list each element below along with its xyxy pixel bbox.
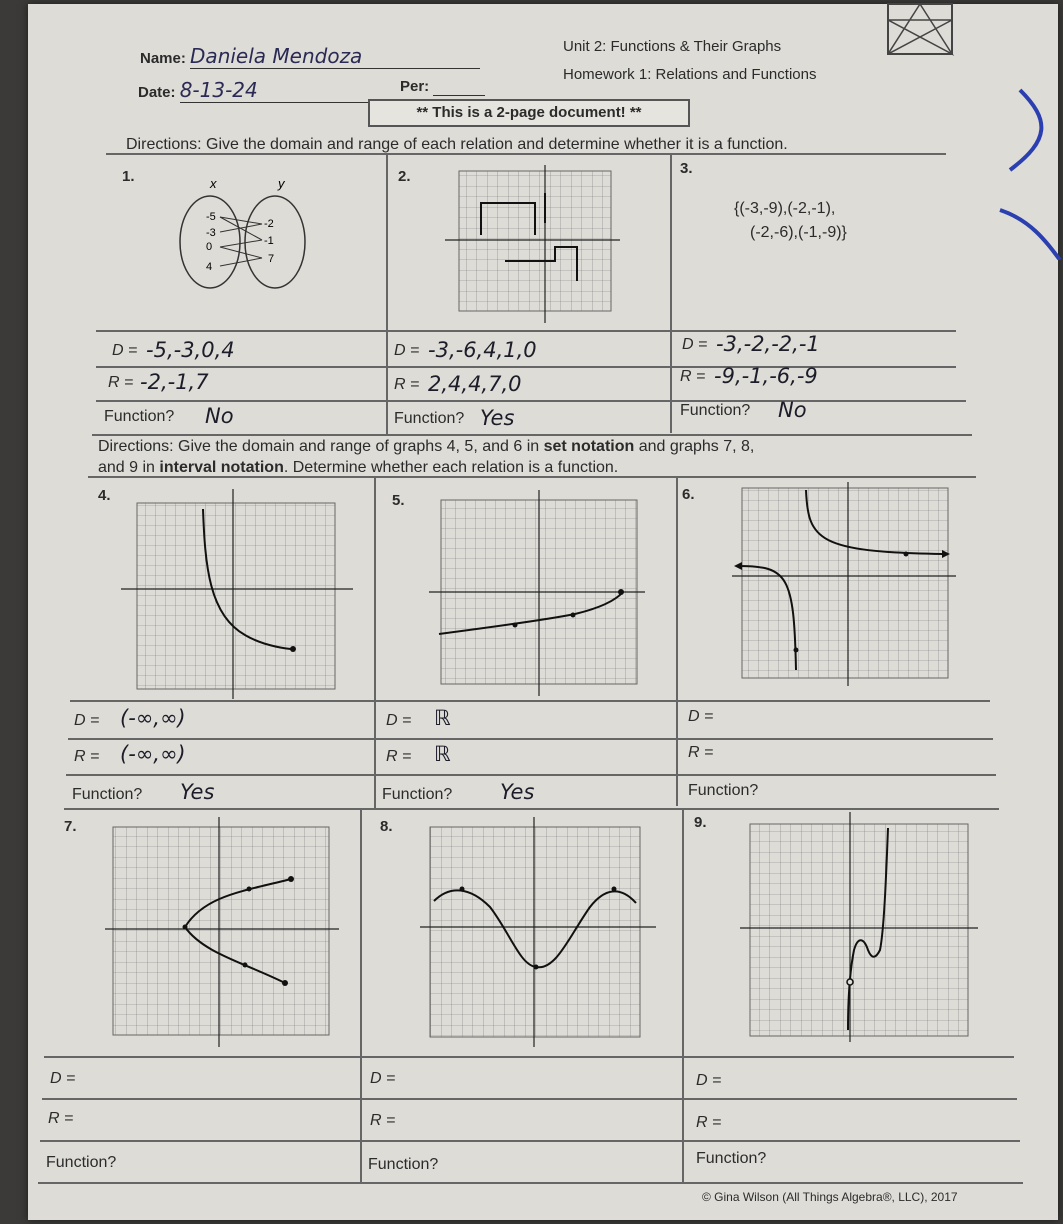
problem-5-function-answer: Yes (500, 780, 535, 804)
period-field (400, 78, 485, 96)
scribble-icon (990, 60, 1063, 260)
problem-9-graph (738, 810, 983, 1045)
problem-3-range-answer: -9,-1,-6,-9 (714, 364, 818, 388)
name-label: Name: (140, 50, 186, 67)
problem-6-graph (728, 480, 958, 690)
copyright-footer: © Gina Wilson (All Things Algebra®, LLC), 2017 (702, 1190, 958, 1204)
problem-2-function-answer: Yes (480, 406, 515, 430)
divider (38, 1182, 1023, 1184)
problem-5-range-label: R = (386, 748, 412, 765)
problem-8-range-label: R = (370, 1112, 396, 1129)
problem-3-function-label: Function? (680, 402, 751, 419)
interval-notation-emphasis: interval notation (159, 459, 284, 476)
problem-9-function-label: Function? (696, 1150, 767, 1167)
problem-2-range-answer: 2,4,4,7,0 (428, 372, 522, 396)
date-field (138, 78, 380, 103)
problem-2-range-label: R = (394, 376, 420, 393)
problem-6-range-label: R = (688, 744, 714, 761)
problem-4-function-label: Function? (72, 786, 143, 803)
directions-graphs-text: and 9 in (98, 459, 160, 476)
problem-6-domain-label: D = (688, 708, 714, 725)
problem-5-function-label: Function? (382, 786, 453, 803)
period-label: Per: (400, 78, 430, 95)
divider (96, 400, 966, 402)
problem-8-number: 8. (380, 818, 393, 835)
problem-3-range-label: R = (680, 368, 706, 385)
directions-graphs-text: . Determine whether each relation is a function. (283, 459, 619, 476)
problem-5-number: 5. (392, 492, 405, 509)
problem-4-graph (115, 485, 360, 700)
problem-4-number: 4. (98, 487, 111, 504)
divider (92, 434, 972, 436)
divider (106, 153, 946, 155)
problem-7-number: 7. (64, 818, 77, 835)
directions-relations-text: Directions: Give the domain and range of each relation and determine whether it is a function. (126, 136, 788, 153)
problem-3-number: 3. (680, 160, 693, 177)
mapping-y-value: -1 (264, 235, 274, 247)
problem-5-domain-label: D = (386, 712, 412, 729)
problem-4-domain-label: D = (74, 712, 100, 729)
problem-3-domain-answer: -3,-2,-2,-1 (716, 332, 820, 356)
problem-1-domain-answer: -5,-3,0,4 (146, 338, 235, 362)
directions-graphs-text: and graphs 7, 8, (634, 438, 755, 455)
directions-graphs (98, 438, 968, 456)
unit-title: Unit 2: Functions & Their Graphs (563, 38, 782, 55)
mapping-x-value: -3 (206, 227, 216, 239)
divider (682, 808, 684, 1182)
mapping-x-header: x (210, 176, 217, 191)
problem-2-domain-label: D = (394, 342, 420, 359)
problem-9-domain-label: D = (696, 1072, 722, 1089)
problem-9-number: 9. (694, 814, 707, 831)
problem-2-domain-answer: -3,-6,4,1,0 (428, 338, 537, 362)
set-notation-emphasis: set notation (543, 438, 635, 455)
problem-2-graph (445, 165, 620, 323)
mapping-y-value: 7 (268, 253, 275, 265)
directions-relations (126, 136, 926, 154)
mapping-diagram (170, 172, 310, 297)
problem-8-domain-label: D = (370, 1070, 396, 1087)
problem-3-set-line-1: {(-3,-9),(-2,-1), (734, 200, 836, 217)
problem-8-function-label: Function? (368, 1156, 439, 1173)
problem-1-range-label: R = (108, 374, 134, 391)
divider (42, 1098, 1017, 1100)
homework-title: Homework 1: Relations and Functions (563, 66, 817, 83)
divider (66, 774, 996, 776)
divider (70, 700, 990, 702)
name-field (140, 44, 480, 69)
problem-3-set-line-2: (-2,-6),(-1,-9)} (750, 224, 847, 241)
star-logo-icon (880, 0, 960, 58)
problem-1-domain-label: D = (112, 342, 138, 359)
problem-7-domain-label: D = (50, 1070, 76, 1087)
divider (386, 153, 388, 435)
problem-2-function-label: Function? (394, 410, 465, 427)
problem-4-domain-answer: (-∞,∞) (120, 706, 186, 730)
problem-3-function-answer: No (778, 398, 807, 422)
problem-9-range-label: R = (696, 1114, 722, 1131)
divider (374, 476, 376, 808)
divider (40, 1140, 1020, 1142)
mapping-y-value: -2 (264, 218, 274, 230)
problem-4-function-answer: Yes (180, 780, 215, 804)
problem-3-domain-label: D = (682, 336, 708, 353)
problem-2-number: 2. (398, 168, 411, 185)
problem-4-range-label: R = (74, 748, 100, 765)
divider (676, 476, 678, 806)
divider (96, 330, 956, 332)
problem-6-function-label: Function? (688, 782, 759, 799)
problem-7-graph (105, 815, 345, 1050)
divider (670, 153, 672, 433)
problem-6-number: 6. (682, 486, 695, 503)
problem-5-range-answer: ℝ (434, 742, 451, 766)
divider (88, 476, 976, 478)
date-value: 8-13-24 (180, 78, 380, 103)
divider (44, 1056, 1014, 1058)
mapping-x-value: 0 (206, 241, 213, 253)
problem-1-function-label: Function? (104, 408, 175, 425)
problem-5-domain-answer: ℝ (434, 706, 451, 730)
problem-7-function-label: Function? (46, 1154, 117, 1171)
date-label: Date: (138, 84, 176, 101)
mapping-x-value: 4 (206, 261, 213, 273)
divider (96, 366, 956, 368)
directions-graphs-text: Directions: Give the domain and range of graphs 4, 5, and 6 in (98, 438, 544, 455)
problem-1-function-answer: No (205, 404, 234, 428)
mapping-x-value: -5 (206, 211, 216, 223)
problem-8-graph (420, 815, 660, 1050)
directions-graphs-line-2 (98, 459, 968, 477)
problem-1-number: 1. (122, 168, 135, 185)
divider (68, 738, 993, 740)
problem-4-range-answer: (-∞,∞) (120, 742, 186, 766)
problem-5-graph (425, 488, 650, 698)
name-value: Daniela Mendoza (190, 44, 480, 69)
mapping-y-header: y (278, 176, 285, 191)
problem-7-range-label: R = (48, 1110, 74, 1127)
divider (360, 808, 362, 1184)
problem-1-range-answer: -2,-1,7 (140, 370, 209, 394)
two-page-banner: ** This is a 2-page document! ** (368, 99, 690, 127)
